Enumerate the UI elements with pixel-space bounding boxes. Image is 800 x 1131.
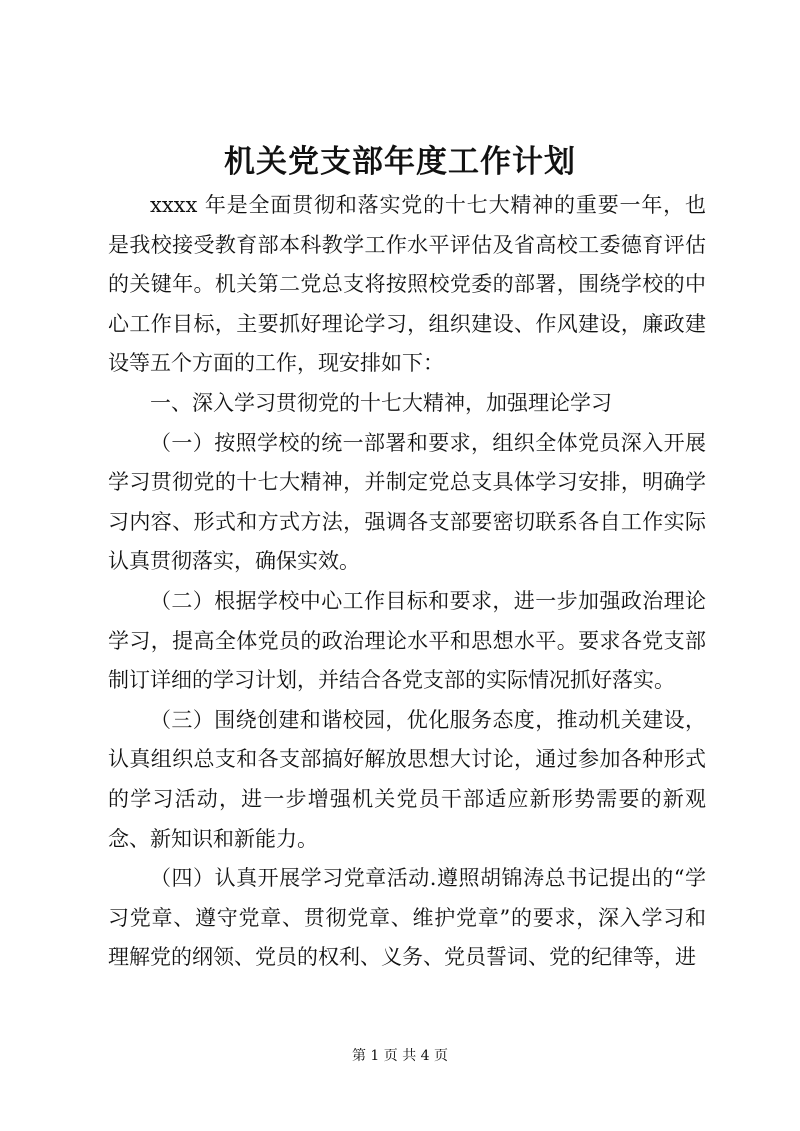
paragraph-intro: xxxx 年是全面贯彻和落实党的十七大精神的重要一年，也是我校接受教育部本科教学工作水平评估及省高校工委德育评估的关键年。机关第二党总支将按照校党委的部署，围绕学校的中心工作目标，主要抓好理论学习，组织建设、作风建设，廉政建设等五个方面的工作，现安排如下：: [108, 193, 706, 376]
page-footer: 第 1 页 共 4 页: [351, 1048, 449, 1064]
paragraph-item-4: （四）认真开展学习党章活动.遵照胡锦涛总书记提出的“学习党章、遵守党章、贯彻党章、维护党章”的要求，深入学习和理解党的纲领、党员的权利、义务、党员誓词、党的纪律等，进: [108, 866, 706, 970]
paragraph-item-1: （一）按照学校的统一部署和要求，组织全体党员深入开展学习贯彻党的十七大精神，并制定党总支具体学习安排，明确学习内容、形式和方式方法，强调各支部要密切联系各自工作实际认真贯彻落实，确保实效。: [108, 430, 706, 574]
paragraph-item-2: （二）根据学校中心工作目标和要求，进一步加强政治理论学习，提高全体党员的政治理论水平和思想水平。要求各党支部制订详细的学习计划，并结合各党支部的实际情况抓好落实。: [108, 588, 706, 693]
paragraph-item-3: （三）围绕创建和谐校园，优化服务态度，推动机关建设，认真组织总支和各支部搞好解放思想大讨论，通过参加各种形式的学习活动，进一步增强机关党员干部适应新形势需要的新观念、新知识和新能力。: [108, 707, 706, 851]
document-title: 机关党支部年度工作计划: [224, 144, 576, 180]
document-body: [108, 186, 706, 978]
section-heading-1: 一、深入学习贯彻党的十七大精神，加强理论学习: [150, 390, 612, 415]
